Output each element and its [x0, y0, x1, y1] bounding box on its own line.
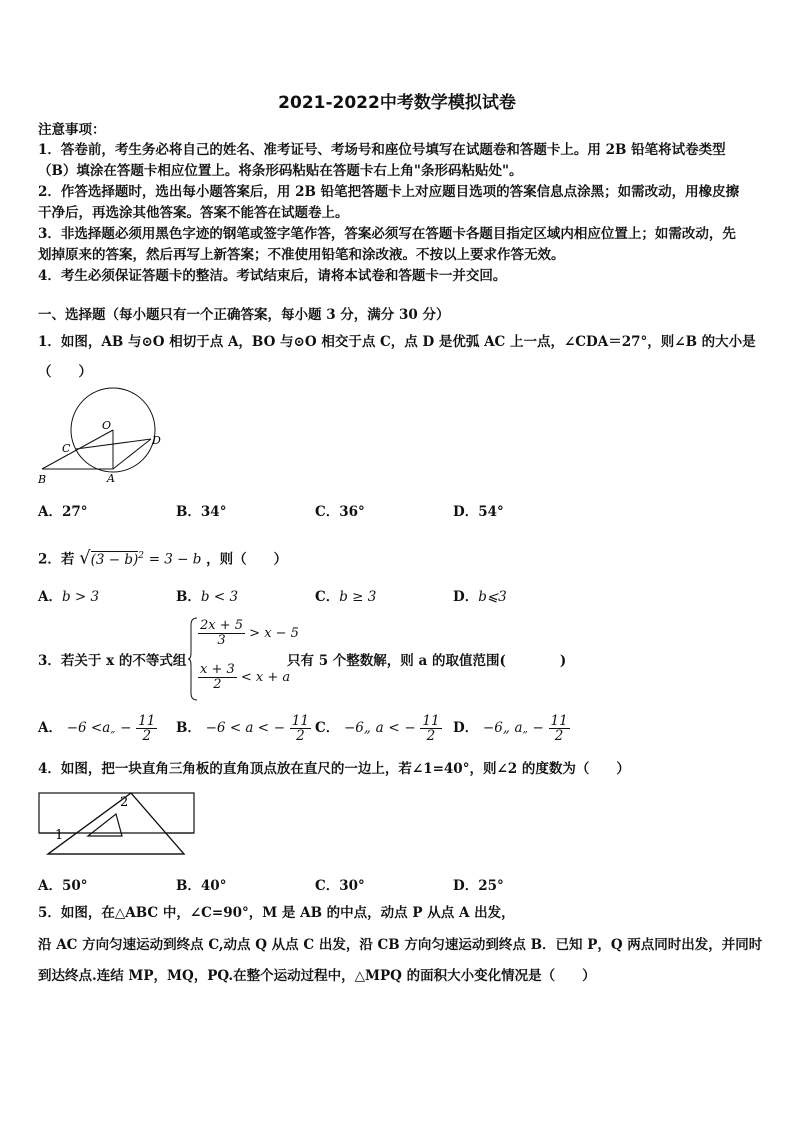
q3-option-d[interactable]: D． −6„ a„ − $\frac{11}{2}$: [453, 713, 568, 744]
angle-2-label: 2: [120, 795, 129, 810]
notice-line: 干净后，再选涂其他答案。答案不能答在试题卷上。: [38, 205, 349, 221]
q1-circle-figure: [36, 382, 176, 488]
notice-heading: 注意事项：: [38, 122, 106, 138]
q3-inequality-system: $\frac{2x + 5}{3}$ > x − 5 $\frac{x + 3}{2}$ < x + a: [188, 617, 284, 701]
notice-line: 4．考生必须保证答题卡的整洁。考试结束后，请将本试卷和答题卡一并交回。: [38, 268, 507, 284]
q2-stem: 2．若 $√(3 - b)^2 = 3 - b$ ，则（ ）: [38, 547, 288, 569]
section-heading: 一、选择题（每小题只有一个正确答案，每小题 3 分，满分 30 分）: [38, 307, 450, 323]
notice-line: 3．非选择题必须用黑色字迹的钢笔或签字笔作答，答案必须写在答题卡各题目指定区域内相应位置上；如需改动，先: [38, 226, 736, 242]
q5-line: 5．如图，在△ABC 中，∠C=90°，M 是 AB 的中点，动点 P 从点 A 出发，: [38, 905, 515, 921]
notice-line: 1．答卷前，考生务必将自己的姓名、准考证号、考场号和座位号填写在试题卷和答题卡上。用 2B 铅笔将试卷类型: [38, 142, 726, 158]
q2-option-d[interactable]: D．b⩽3: [453, 589, 507, 605]
notice-line: 划掉原来的答案，然后再写上新答案；不准使用铅笔和涂改液。不按以上要求作答无效。: [38, 247, 565, 263]
notice-line: （B）填涂在答题卡相应位置上。将条形码粘贴在答题卡右上角"条形码粘贴处"。: [38, 163, 523, 179]
q1-option-b[interactable]: B．34°: [176, 504, 227, 520]
label-a: A: [107, 472, 115, 485]
label-b: B: [38, 473, 47, 486]
q5-line: 沿 AC 方向匀速运动到终点 C,动点 Q 从点 C 出发，沿 CB 方向匀速运动到终点 B．已知 P，Q 两点同时出发，并同时: [38, 937, 763, 953]
q4-option-a[interactable]: A．50°: [38, 878, 88, 894]
q5-line: 到达终点.连结 MP，MQ，PQ.在整个运动过程中，△MPQ 的面积大小变化情况是（ ）: [38, 968, 596, 984]
q2-option-b[interactable]: B．b < 3: [176, 589, 239, 605]
q3-suffix: 只有 5 个整数解，则 a 的取值范围( ): [287, 653, 567, 669]
q4-option-b[interactable]: B．40°: [176, 878, 227, 894]
notice-line: 2．作答选择题时，选出每小题答案后，用 2B 铅笔把答题卡上对应题目选项的答案信息点涂黑；如需改动，用橡皮擦: [38, 184, 740, 200]
q3-option-b[interactable]: B． −6 < a < − $\frac{11}{2}$: [176, 713, 309, 744]
label-c: C: [62, 442, 71, 455]
q4-option-d[interactable]: D．25°: [453, 878, 504, 894]
label-d: D: [152, 434, 161, 447]
q4-stem: 4．如图，把一块直角三角板的直角顶点放在直尺的一边上，若∠1=40°，则∠2 的度数为（ ）: [38, 761, 630, 777]
q2-radicand: (3 − b): [90, 551, 139, 568]
q3-option-c[interactable]: C． −6„ a < − $\frac{11}{2}$: [315, 713, 440, 744]
q4-option-c[interactable]: C．30°: [315, 878, 365, 894]
q4-ruler-triangle-figure: [36, 790, 198, 860]
q3-prefix: 3．若关于 x 的不等式组: [38, 653, 187, 669]
q3-option-a[interactable]: A． −6 <a„ − $\frac{11}{2}$: [38, 713, 156, 744]
page-title: 2021-2022中考数学模拟试卷: [278, 93, 516, 113]
q1-paren: （ ）: [38, 364, 92, 380]
angle-1-label: 1: [55, 828, 64, 843]
q2-option-c[interactable]: C．b ≥ 3: [315, 589, 377, 605]
label-o: O: [102, 419, 112, 432]
q1-stem: 1．如图，AB 与⊙O 相切于点 A，BO 与⊙O 相交于点 C，点 D 是优弧 AC 上一点，∠CDA＝27°，则∠B 的大小是: [38, 334, 756, 350]
q1-option-c[interactable]: C．36°: [315, 504, 365, 520]
q1-option-a[interactable]: A．27°: [38, 504, 88, 520]
q1-option-d[interactable]: D．54°: [453, 504, 504, 520]
q2-option-a[interactable]: A．b > 3: [38, 589, 100, 605]
